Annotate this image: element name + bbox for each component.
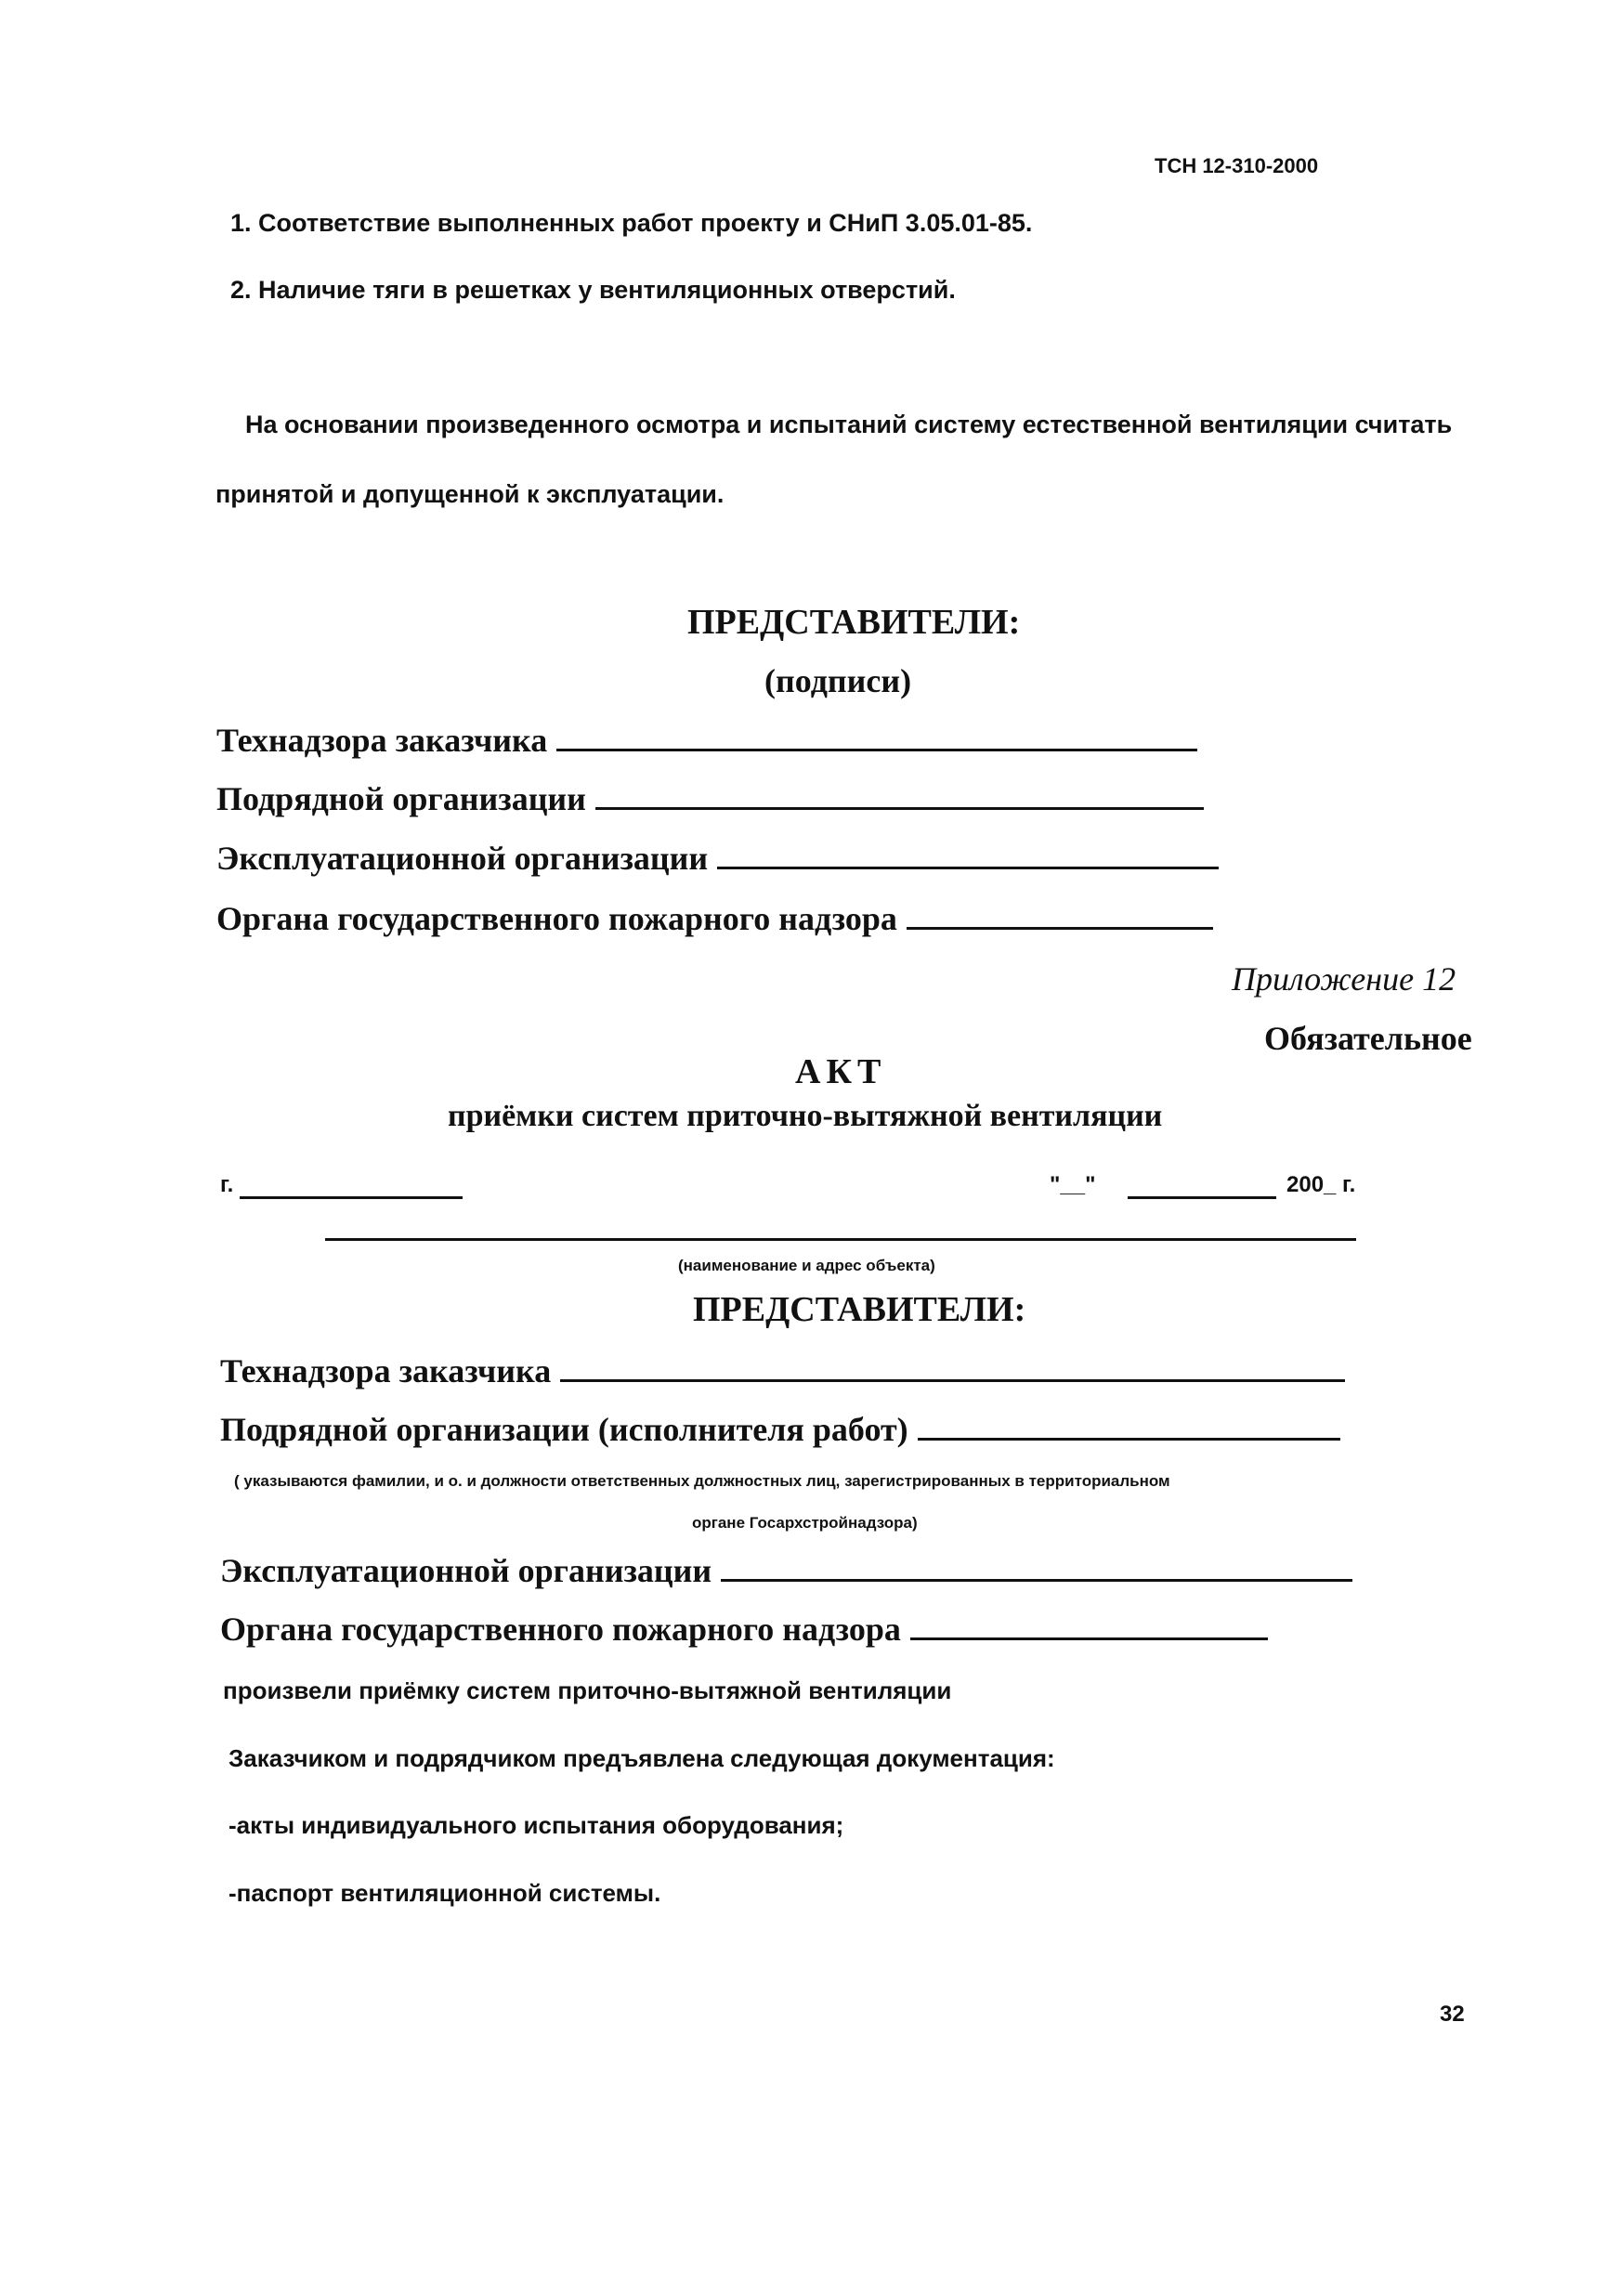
object-caption: (наименование и адрес объекта) — [678, 1257, 935, 1274]
conclusion-line-1: На основании произведенного осмотра и испытаний систему естественной вентиляции считать — [245, 411, 1453, 438]
signature-line[interactable] — [717, 839, 1219, 869]
act-field-line[interactable] — [918, 1410, 1340, 1441]
act-title: АКТ — [795, 1052, 887, 1091]
signature-field-label: Подрядной организации — [216, 780, 586, 817]
page-number: 32 — [1440, 2002, 1465, 2027]
contractor-note-line-1: ( указываются фамилии, и о. и должности ответственных должностных лиц, зарегистрированных в территориальном — [234, 1472, 1170, 1490]
signature-field-customer[interactable] — [216, 721, 1197, 760]
date-year: 200_ г. — [1286, 1172, 1356, 1197]
act-field-label: Органа государственного пожарного надзора — [220, 1611, 901, 1648]
signature-field-contractor[interactable] — [216, 779, 1204, 818]
city-line[interactable] — [240, 1196, 463, 1199]
city-field[interactable] — [220, 1172, 233, 1198]
appendix-label: Приложение 12 — [1232, 960, 1456, 998]
check-item-1: 1. Соответствие выполненных работ проекту и СНиП 3.05.01-85. — [230, 209, 1033, 237]
act-field-fire[interactable] — [220, 1610, 1268, 1649]
city-prefix: г. — [220, 1172, 234, 1197]
act-doc-item-2: -паспорт вентиляционной системы. — [228, 1879, 661, 1907]
act-field-label: Подрядной организации (исполнителя работ) — [220, 1411, 908, 1448]
conclusion-line-2: принятой и допущенной к эксплуатации. — [215, 480, 725, 508]
signature-field-label: Эксплуатационной организации — [216, 840, 709, 877]
act-field-line[interactable] — [910, 1610, 1268, 1640]
act-performed: произвели приёмку систем приточно-вытяжной вентиляции — [223, 1676, 952, 1704]
contractor-note-line-2: органе Госархстройнадзора) — [692, 1514, 918, 1532]
date-month-line[interactable] — [1128, 1196, 1276, 1199]
act-representatives-title: ПРЕДСТАВИТЕЛИ: — [693, 1290, 1026, 1329]
act-field-customer[interactable] — [220, 1351, 1345, 1390]
signature-field-label: Технадзора заказчика — [216, 722, 548, 759]
signature-line[interactable] — [907, 899, 1213, 930]
signature-field-fire[interactable] — [216, 899, 1213, 938]
act-field-label: Эксплуатационной организации — [220, 1552, 712, 1589]
appendix-status: Обязательное — [1264, 1020, 1472, 1057]
signature-field-label: Органа государственного пожарного надзора — [216, 900, 897, 937]
act-subtitle: приёмки систем приточно-вытяжной вентиляции — [448, 1099, 1163, 1133]
signatures-title: ПРЕДСТАВИТЕЛИ: — [687, 603, 1021, 642]
date-day[interactable]: "__" — [1050, 1172, 1096, 1197]
signature-field-operator[interactable] — [216, 839, 1219, 878]
act-field-contractor[interactable] — [220, 1410, 1340, 1449]
act-field-operator[interactable] — [220, 1551, 1352, 1590]
object-name-line[interactable] — [325, 1238, 1356, 1241]
signatures-subtitle: (подписи) — [764, 662, 912, 699]
act-doc-item-1: -акты индивидуального испытания оборудования; — [228, 1811, 844, 1839]
signature-line[interactable] — [556, 721, 1197, 751]
document-code: ТСН 12-310-2000 — [1155, 154, 1319, 177]
act-field-label: Технадзора заказчика — [220, 1352, 552, 1389]
act-docs-intro: Заказчиком и подрядчиком предъявлена следующая документация: — [228, 1744, 1055, 1772]
act-field-line[interactable] — [560, 1351, 1345, 1382]
act-field-line[interactable] — [721, 1551, 1352, 1582]
signature-line[interactable] — [595, 779, 1204, 810]
check-item-2: 2. Наличие тяги в решетках у вентиляционных отверстий. — [230, 276, 956, 304]
